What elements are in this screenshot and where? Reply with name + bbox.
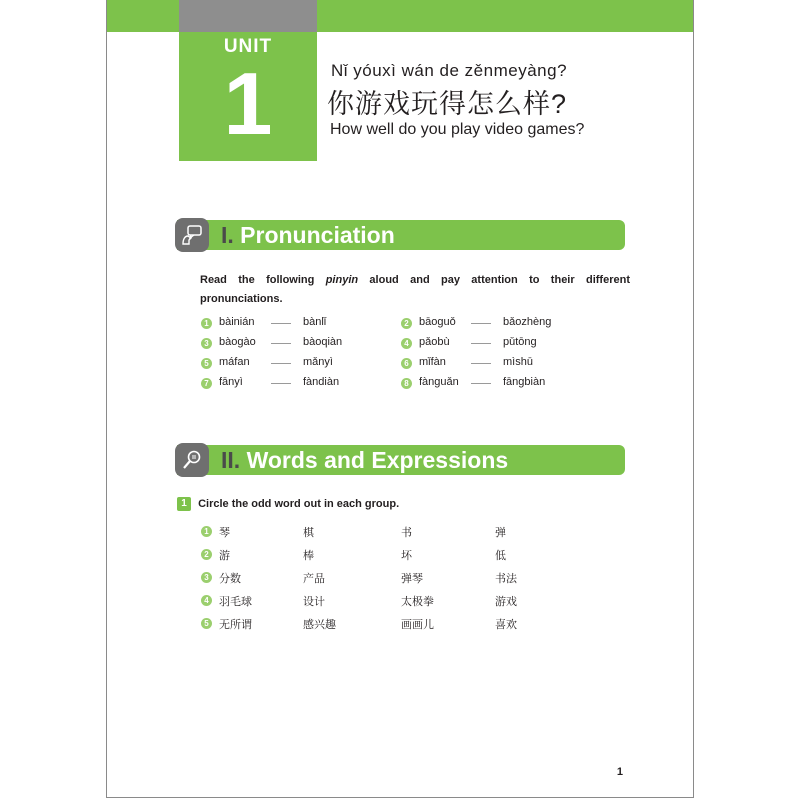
pinyin-pair bbox=[401, 316, 591, 332]
section-pronunciation-header bbox=[177, 220, 625, 250]
pinyin-b: fāngbiàn bbox=[503, 376, 546, 388]
item-number-circle: 4 bbox=[201, 595, 212, 606]
pinyin-a: fànguǎn bbox=[419, 376, 459, 388]
section-words-header bbox=[177, 445, 625, 475]
pinyin-pair bbox=[201, 376, 391, 392]
exercise-title-text: Circle the odd word out in each group. bbox=[198, 497, 400, 510]
item-number-circle: 7 bbox=[201, 378, 212, 389]
pinyin-a: mǐfàn bbox=[419, 356, 446, 368]
word-option[interactable]: 羽毛球 bbox=[219, 596, 252, 608]
word-group bbox=[201, 616, 561, 632]
dash bbox=[471, 343, 491, 344]
pinyin-b: bàoqiàn bbox=[303, 336, 343, 348]
unit-tab bbox=[179, 0, 317, 32]
word-option[interactable]: 感兴趣 bbox=[303, 619, 336, 631]
pinyin-a: bāoguǒ bbox=[419, 316, 456, 328]
item-number-circle: 2 bbox=[201, 549, 212, 560]
dash bbox=[471, 323, 491, 324]
word-group bbox=[201, 547, 561, 563]
exercise-title bbox=[177, 497, 399, 511]
word-option[interactable]: 游戏 bbox=[495, 596, 517, 608]
word-option[interactable]: 太极拳 bbox=[401, 596, 434, 608]
pinyin-b: bǎozhèng bbox=[503, 316, 552, 328]
page-number: 1 bbox=[616, 766, 623, 778]
item-number-circle: 1 bbox=[201, 526, 212, 537]
dash bbox=[471, 383, 491, 384]
word-option[interactable]: 游 bbox=[219, 550, 230, 562]
word-option[interactable]: 设计 bbox=[303, 596, 325, 608]
pinyin-pair bbox=[201, 336, 391, 352]
magnifier-hand-icon bbox=[175, 443, 209, 477]
word-option[interactable]: 琴 bbox=[219, 527, 230, 539]
word-option[interactable]: 书 bbox=[401, 527, 412, 539]
word-option[interactable]: 棒 bbox=[303, 550, 314, 562]
word-option[interactable]: 无所谓 bbox=[219, 619, 252, 631]
word-option[interactable]: 棋 bbox=[303, 527, 314, 539]
pinyin-b: bànlǐ bbox=[303, 316, 327, 328]
item-number-circle: 2 bbox=[401, 318, 412, 329]
dash bbox=[271, 343, 291, 344]
pinyin-a: bàinián bbox=[219, 316, 255, 328]
dash bbox=[271, 383, 291, 384]
word-option[interactable]: 弹 bbox=[495, 527, 506, 539]
instruction-text: aloud and pay attention to their different pronunciations. bbox=[200, 274, 630, 305]
title-pinyin: Nǐ yóuxì wán de zěnmeyàng? bbox=[331, 61, 568, 80]
word-option[interactable]: 坏 bbox=[401, 550, 412, 562]
item-number-circle: 3 bbox=[201, 572, 212, 583]
dash bbox=[271, 323, 291, 324]
word-option[interactable]: 分数 bbox=[219, 573, 241, 585]
word-option[interactable]: 喜欢 bbox=[495, 619, 517, 631]
item-number-circle: 4 bbox=[401, 338, 412, 349]
item-number-circle: 3 bbox=[201, 338, 212, 349]
pinyin-a: bàogào bbox=[219, 336, 256, 348]
pinyin-a: pǎobù bbox=[419, 336, 450, 348]
word-group bbox=[201, 524, 561, 540]
pinyin-b: mìshū bbox=[503, 356, 533, 368]
pronunciation-instruction bbox=[200, 271, 630, 309]
word-option[interactable]: 弹琴 bbox=[401, 573, 423, 585]
dash bbox=[471, 363, 491, 364]
item-number-circle: 5 bbox=[201, 358, 212, 369]
title-chinese: 你游戏玩得怎么样? bbox=[327, 89, 568, 119]
item-number-circle: 6 bbox=[401, 358, 412, 369]
unit-number: 1 bbox=[223, 54, 273, 153]
word-option[interactable]: 产品 bbox=[303, 573, 325, 585]
word-option[interactable]: 书法 bbox=[495, 573, 517, 585]
exercise-number-badge: 1 bbox=[177, 497, 191, 511]
pinyin-b: pǔtōng bbox=[503, 336, 537, 348]
section-number: I. bbox=[221, 222, 234, 248]
instruction-text: Read the following bbox=[200, 274, 326, 286]
word-group bbox=[201, 593, 561, 609]
section-title-text: Words and Expressions bbox=[246, 447, 509, 473]
pinyin-a: máfan bbox=[219, 356, 250, 368]
word-group bbox=[201, 570, 561, 586]
unit-badge bbox=[179, 0, 317, 161]
section-title-text: Pronunciation bbox=[240, 222, 395, 248]
pinyin-a: fānyì bbox=[219, 376, 243, 388]
section-number: II. bbox=[221, 447, 241, 473]
pinyin-pair bbox=[201, 356, 391, 372]
item-number-circle: 5 bbox=[201, 618, 212, 629]
pinyin-pair bbox=[401, 376, 591, 392]
pinyin-pair bbox=[401, 356, 591, 372]
speech-bubble-hand-icon bbox=[175, 218, 209, 252]
word-option[interactable]: 低 bbox=[495, 550, 506, 562]
pinyin-pair bbox=[201, 316, 391, 332]
section-title bbox=[221, 446, 508, 474]
dash bbox=[271, 363, 291, 364]
pinyin-pair bbox=[401, 336, 591, 352]
pinyin-b: mǎnyì bbox=[303, 356, 333, 368]
instruction-italic: pinyin bbox=[325, 274, 359, 286]
pinyin-b: fàndiàn bbox=[303, 376, 340, 388]
textbook-page bbox=[106, 0, 694, 798]
title-english: How well do you play video games? bbox=[330, 121, 585, 138]
unit-label: UNIT bbox=[223, 36, 273, 57]
item-number-circle: 1 bbox=[201, 318, 212, 329]
word-option[interactable]: 画画儿 bbox=[401, 619, 434, 631]
item-number-circle: 8 bbox=[401, 378, 412, 389]
section-title bbox=[221, 221, 395, 249]
